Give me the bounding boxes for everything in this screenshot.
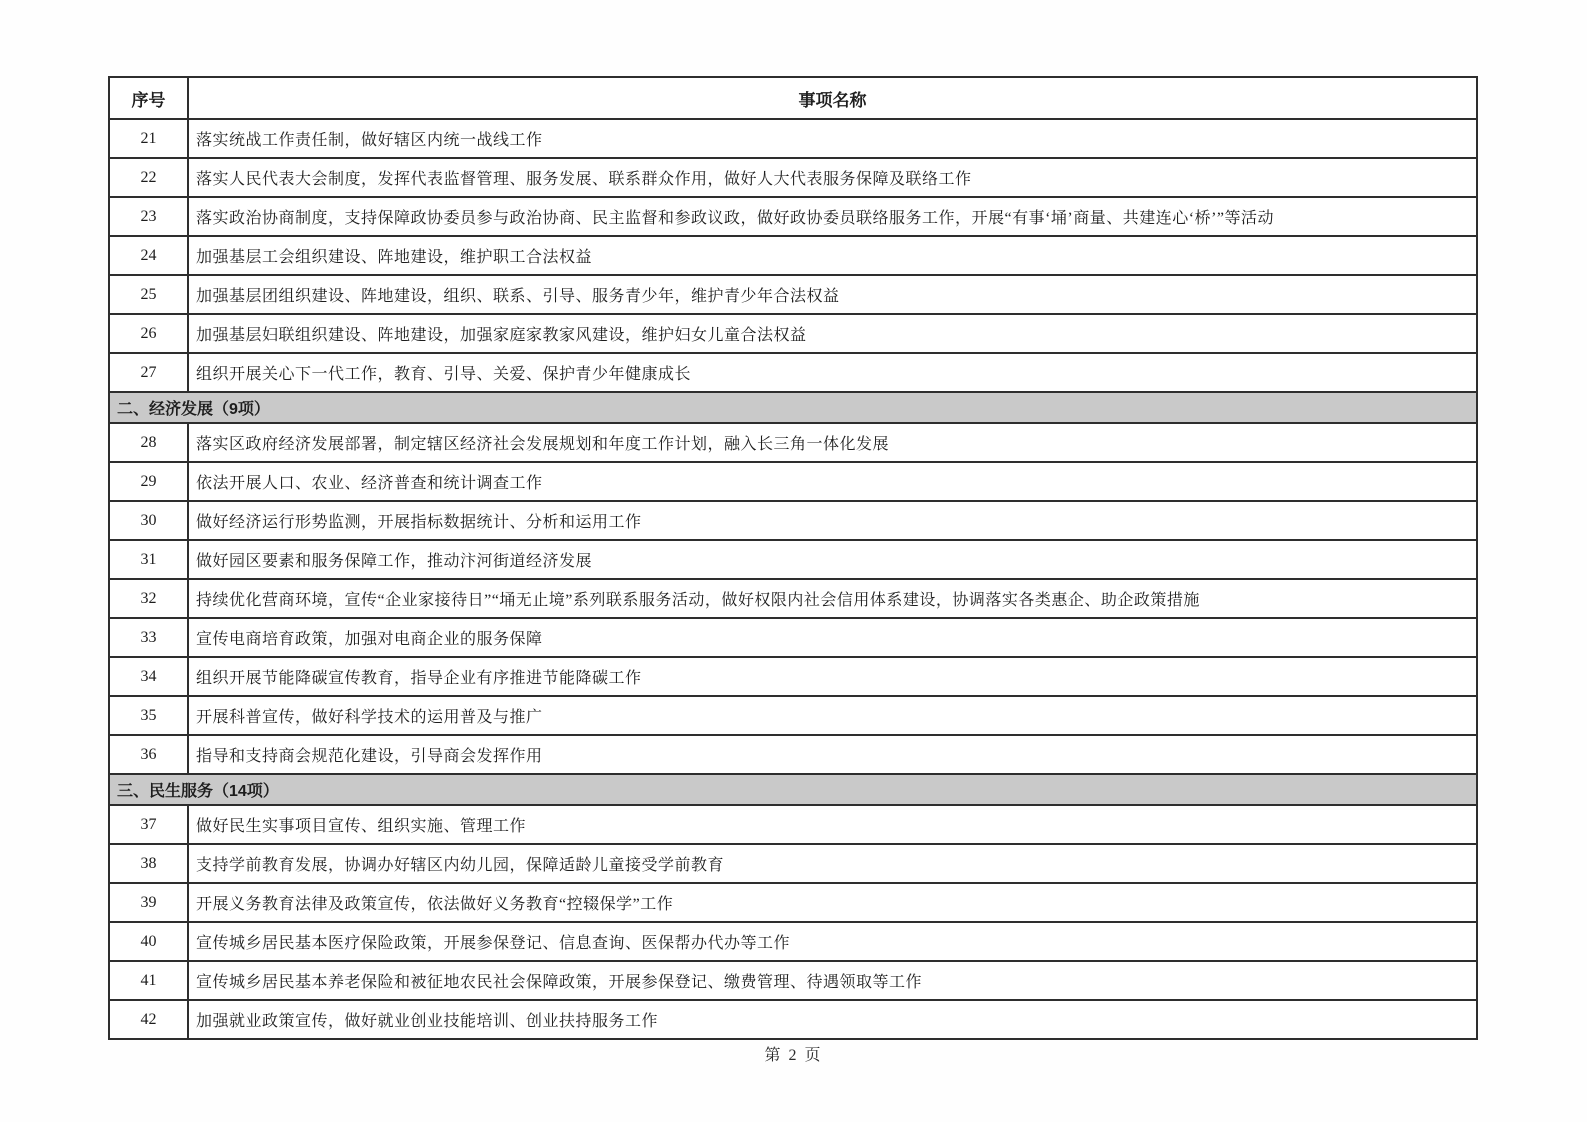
section-header-row — [109, 774, 1477, 805]
table-row — [109, 501, 1477, 540]
item-name-cell: 落实统战工作责任制，做好辖区内统一战线工作 — [188, 119, 1477, 158]
section-header-row — [109, 392, 1477, 423]
header-row — [109, 77, 1477, 119]
table-row — [109, 657, 1477, 696]
serial-number-cell: 40 — [109, 922, 188, 961]
table-row — [109, 579, 1477, 618]
serial-number-cell: 27 — [109, 353, 188, 392]
item-name-cell: 开展义务教育法律及政策宣传，依法做好义务教育“控辍保学”工作 — [188, 883, 1477, 922]
table-row — [109, 423, 1477, 462]
serial-number-cell: 42 — [109, 1000, 188, 1039]
table-row — [109, 353, 1477, 392]
table-row — [109, 618, 1477, 657]
table-row — [109, 961, 1477, 1000]
table-row — [109, 883, 1477, 922]
serial-number-cell: 26 — [109, 314, 188, 353]
item-name-cell: 依法开展人口、农业、经济普查和统计调查工作 — [188, 462, 1477, 501]
section-header-label: 三、民生服务（14项） — [109, 774, 1477, 805]
table-row — [109, 119, 1477, 158]
serial-number-cell: 36 — [109, 735, 188, 774]
serial-number-cell: 33 — [109, 618, 188, 657]
item-name-cell: 开展科普宣传，做好科学技术的运用普及与推广 — [188, 696, 1477, 735]
item-name-cell: 组织开展关心下一代工作，教育、引导、关爱、保护青少年健康成长 — [188, 353, 1477, 392]
table-row — [109, 197, 1477, 236]
column-header-item-name: 事项名称 — [188, 77, 1477, 119]
item-name-cell: 加强基层工会组织建设、阵地建设，维护职工合法权益 — [188, 236, 1477, 275]
item-name-cell: 做好园区要素和服务保障工作，推动汴河街道经济发展 — [188, 540, 1477, 579]
serial-number-cell: 41 — [109, 961, 188, 1000]
table-row — [109, 805, 1477, 844]
item-name-cell: 宣传城乡居民基本养老保险和被征地农民社会保障政策，开展参保登记、缴费管理、待遇领取等工作 — [188, 961, 1477, 1000]
item-name-cell: 做好经济运行形势监测，开展指标数据统计、分析和运用工作 — [188, 501, 1477, 540]
table-row — [109, 540, 1477, 579]
table-body — [109, 119, 1477, 1039]
table-row — [109, 696, 1477, 735]
section-header-label: 二、经济发展（9项） — [109, 392, 1477, 423]
table-row — [109, 735, 1477, 774]
serial-number-cell: 24 — [109, 236, 188, 275]
table-row — [109, 1000, 1477, 1039]
matters-table — [108, 76, 1478, 1040]
serial-number-cell: 35 — [109, 696, 188, 735]
serial-number-cell: 22 — [109, 158, 188, 197]
item-name-cell: 落实政治协商制度，支持保障政协委员参与政治协商、民主监督和参政议政，做好政协委员联络服务工作，开展“有事‘埇’商量、共建连心‘桥’”等活动 — [188, 197, 1477, 236]
item-name-cell: 加强基层团组织建设、阵地建设，组织、联系、引导、服务青少年，维护青少年合法权益 — [188, 275, 1477, 314]
serial-number-cell: 32 — [109, 579, 188, 618]
item-name-cell: 落实区政府经济发展部署，制定辖区经济社会发展规划和年度工作计划，融入长三角一体化发展 — [188, 423, 1477, 462]
table-row — [109, 236, 1477, 275]
serial-number-cell: 23 — [109, 197, 188, 236]
serial-number-cell: 39 — [109, 883, 188, 922]
serial-number-cell: 30 — [109, 501, 188, 540]
serial-number-cell: 34 — [109, 657, 188, 696]
item-name-cell: 宣传电商培育政策，加强对电商企业的服务保障 — [188, 618, 1477, 657]
table-row — [109, 922, 1477, 961]
serial-number-cell: 21 — [109, 119, 188, 158]
column-header-serial-number: 序号 — [109, 77, 188, 119]
item-name-cell: 做好民生实事项目宣传、组织实施、管理工作 — [188, 805, 1477, 844]
serial-number-cell: 31 — [109, 540, 188, 579]
page-number: 第 2 页 — [764, 1047, 823, 1064]
item-name-cell: 持续优化营商环境，宣传“企业家接待日”“埇无止境”系列联系服务活动，做好权限内社会信用体系建设，协调落实各类惠企、助企政策措施 — [188, 579, 1477, 618]
table-row — [109, 158, 1477, 197]
serial-number-cell: 37 — [109, 805, 188, 844]
table-row — [109, 275, 1477, 314]
serial-number-cell: 28 — [109, 423, 188, 462]
item-name-cell: 支持学前教育发展，协调办好辖区内幼儿园，保障适龄儿童接受学前教育 — [188, 844, 1477, 883]
serial-number-cell: 29 — [109, 462, 188, 501]
item-name-cell: 组织开展节能降碳宣传教育，指导企业有序推进节能降碳工作 — [188, 657, 1477, 696]
table-row — [109, 462, 1477, 501]
table-header — [109, 77, 1477, 119]
serial-number-cell: 25 — [109, 275, 188, 314]
item-name-cell: 加强基层妇联组织建设、阵地建设，加强家庭家教家风建设，维护妇女儿童合法权益 — [188, 314, 1477, 353]
item-name-cell: 落实人民代表大会制度，发挥代表监督管理、服务发展、联系群众作用，做好人大代表服务保障及联络工作 — [188, 158, 1477, 197]
table-row — [109, 844, 1477, 883]
item-name-cell: 指导和支持商会规范化建设，引导商会发挥作用 — [188, 735, 1477, 774]
item-name-cell: 加强就业政策宣传，做好就业创业技能培训、创业扶持服务工作 — [188, 1000, 1477, 1039]
item-name-cell: 宣传城乡居民基本医疗保险政策，开展参保登记、信息查询、医保帮办代办等工作 — [188, 922, 1477, 961]
table-row — [109, 314, 1477, 353]
serial-number-cell: 38 — [109, 844, 188, 883]
